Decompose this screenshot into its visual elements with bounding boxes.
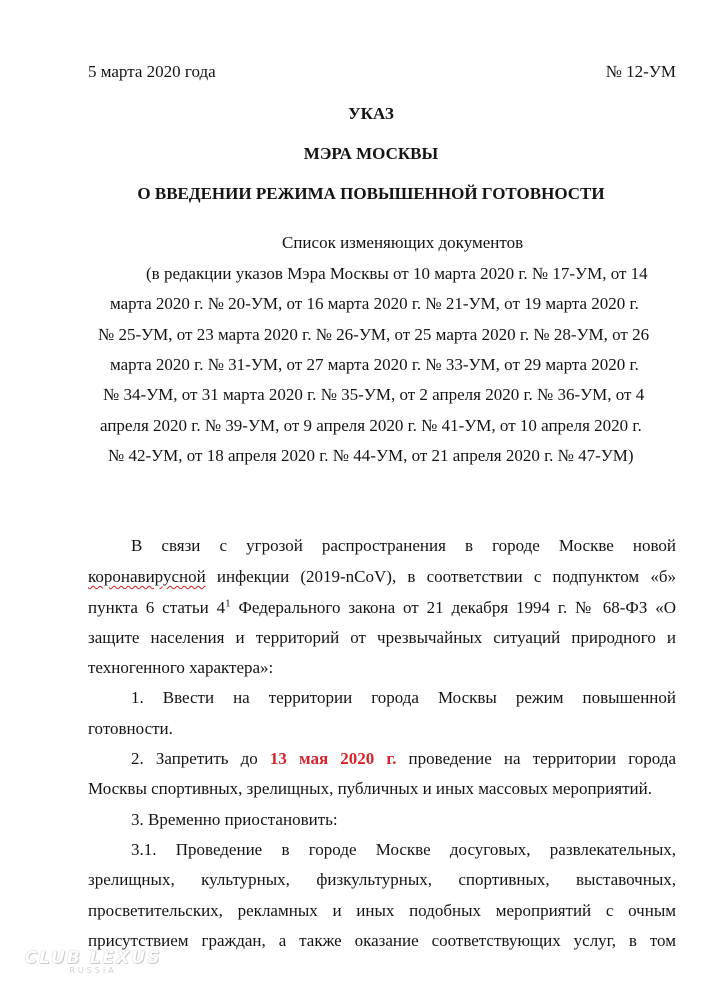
amendments-line: марта 2020 г. № 20-УМ, от 16 марта 2020 г. № 21-УМ, от 19 марта 2020 г. (110, 294, 639, 313)
decree-number: № 12-УМ (605, 62, 676, 81)
item-3-1: 3.1. Проведение в городе Москве досуговых, развлекательных, (131, 840, 676, 859)
deadline-date: 13 мая 2020 г. (269, 749, 397, 768)
amendments-line: (в редакции указов Мэра Москвы от 10 марта 2020 г. № 17-УМ, от 14 (146, 264, 648, 283)
preamble-line: пункта 6 статьи $4^1$ Федерального закона от 21 декабря 1994 г. № 68-ФЗ «О (88, 597, 677, 617)
item-2: 2. Запретить до 13 мая 2020 г. проведение на территории города (131, 749, 677, 768)
item-1: 1. Ввести на территории города Москвы режим повышенной (131, 688, 676, 707)
item-1-continued: готовности. (88, 719, 173, 738)
preamble-line: В связи с угрозой распространения в городе Москве новой (131, 536, 676, 555)
item-3: 3. Временно приостановить: (131, 810, 338, 829)
superscript: 1 (225, 597, 231, 610)
decree-title: О ВВЕДЕНИИ РЕЖИМА ПОВЫШЕННОЙ ГОТОВНОСТИ (137, 184, 605, 203)
preamble-line: коронавирусной инфекции (2019-nCoV), в соответствии с подпунктом «б» (88, 567, 677, 586)
decree-date: 5 марта 2020 года (88, 62, 216, 81)
amendments-line: марта 2020 г. № 31-УМ, от 27 марта 2020 г. № 33-УМ, от 29 марта 2020 г. (110, 355, 639, 374)
preamble-line: техногенного характера»: (88, 658, 274, 677)
issuer-title: МЭРА МОСКВЫ (303, 144, 439, 163)
amendments-line: № 25-УМ, от 23 марта 2020 г. № 26-УМ, от 25 марта 2020 г. № 28-УМ, от 26 (98, 325, 650, 344)
misspelled-word: коронавирусной (88, 567, 206, 586)
amendments-heading: Список изменяющих документов (282, 233, 524, 252)
item-3-1-line: присутствием граждан, а также оказание соответствующих услуг, в том (88, 931, 676, 950)
item-3-1-line: просветительских, рекламных и иных подобных мероприятий с очным (88, 901, 676, 920)
watermark-logo: CLUB LEXUS RUSSIA (24, 948, 162, 975)
preamble-line: защите населения и территорий от чрезвычайных ситуаций природного и (88, 628, 676, 647)
amendments-line: № 42-УМ, от 18 апреля 2020 г. № 44-УМ, от 21 апреля 2020 г. № 47-УМ) (108, 446, 634, 465)
item-3-1-line: зрелищных, культурных, физкультурных, спортивных, выставочных, (88, 870, 676, 889)
amendments-line: № 34-УМ, от 31 марта 2020 г. № 35-УМ, от 2 апреля 2020 г. № 36-УМ, от 4 (103, 385, 645, 404)
item-2-continued: Москвы спортивных, зрелищных, публичных и иных массовых мероприятий. (88, 779, 652, 798)
document-type: УКАЗ (348, 104, 394, 123)
amendments-line: апреля 2020 г. № 39-УМ, от 9 апреля 2020 г. № 41-УМ, от 10 апреля 2020 г. (100, 416, 642, 435)
